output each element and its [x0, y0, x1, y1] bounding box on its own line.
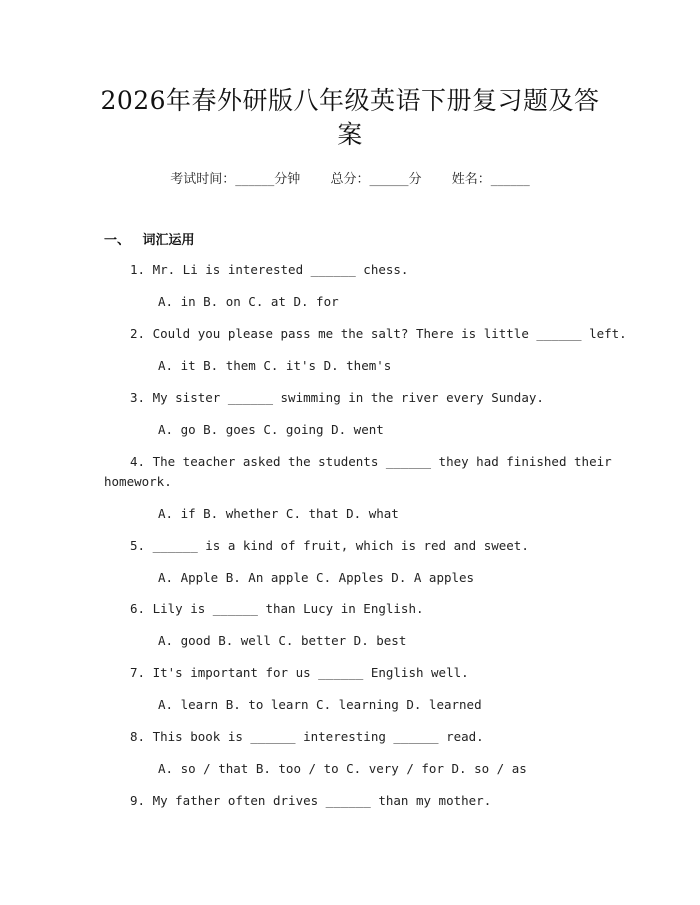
question-8-options: A. so / that B. too / to C. very / for D. so / as	[158, 761, 527, 776]
section-heading	[104, 229, 195, 248]
question-2: 2. Could you please pass me the salt? There is little ______ left.	[130, 326, 627, 341]
question-2-options: A. it B. them C. it's D. them's	[158, 358, 392, 373]
question-8: 8. This book is ______ interesting ______ read.	[130, 729, 484, 744]
question-3-options: A. go B. goes C. going D. went	[158, 422, 384, 437]
question-4-options: A. if B. whether C. that D. what	[158, 506, 399, 521]
question-7-options: A. learn B. to learn C. learning D. learned	[158, 697, 482, 712]
question-5: 5. ______ is a kind of fruit, which is red and sweet.	[130, 538, 529, 553]
question-5-options: A. Apple B. An apple C. Apples D. A apples	[158, 570, 475, 585]
question-7: 7. It's important for us ______ English well.	[130, 665, 469, 680]
question-6-options: A. good B. well C. better D. best	[158, 633, 407, 648]
question-4: 4. The teacher asked the students ______ they had finished their	[130, 454, 612, 469]
exam-time-field: 考试时间：______分钟	[170, 172, 301, 187]
question-1-options: A. in B. on C. at D. for	[158, 294, 339, 309]
title-line-1: 2026年春外研版八年级英语下册复习题及答	[100, 86, 600, 115]
question-6: 6. Lily is ______ than Lucy in English.	[130, 601, 424, 616]
question-3: 3. My sister ______ swimming in the river every Sunday.	[130, 390, 544, 405]
page-title	[90, 84, 610, 152]
question-4-continuation: homework.	[104, 474, 172, 489]
exam-info	[0, 168, 700, 187]
title-line-2: 案	[337, 120, 363, 149]
section-number: 一、	[104, 233, 131, 248]
question-9: 9. My father often drives ______ than my mother.	[130, 793, 492, 808]
student-name-field: 姓名：______	[451, 172, 530, 187]
section-title: 词汇运用	[142, 233, 195, 248]
question-1: 1. Mr. Li is interested ______ chess.	[130, 262, 409, 277]
total-score-field: 总分：______分	[330, 172, 422, 187]
